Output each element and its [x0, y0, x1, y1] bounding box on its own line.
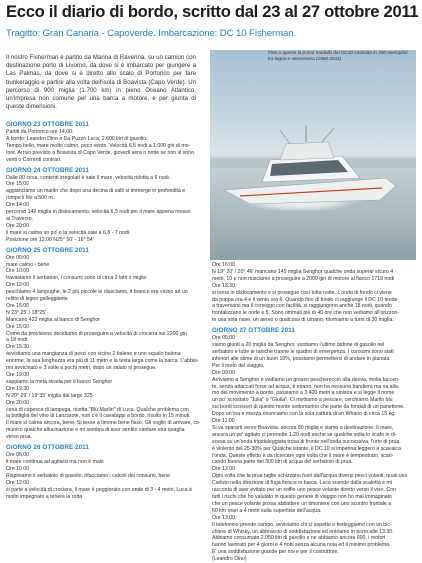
log-line: Ore 09:00: [212, 369, 236, 376]
log-line: Si va spararti verso Boavista, ancora 80 miglia e siamo a destinazione. Il mare,: [212, 424, 394, 431]
log-line: mare calmo - bene: [6, 261, 50, 268]
log-line: E' una soddisfazione grande per noi e per il costruttore.: [212, 549, 340, 556]
log-line: Ore 19:00: [6, 372, 30, 378]
log-line: cena di capesce di lampuga, ricetta "Blu Marlin" di Luca. Qualche problema con: [6, 406, 189, 413]
log-line: percorso 142 miglia in disiocamento, velocità 6,5 nodi per il mare appena mosso: [6, 209, 191, 216]
log-line: Ore 15:00: [6, 323, 30, 330]
log-line: Abbiamo consumato 2.050 litri di gasolio e ne abbiamo ancora 600, i motori: [212, 535, 386, 542]
log-line: inferiori alle stime di un buon 10%, possiamo permetterci di andare in planata: [212, 355, 390, 362]
log-line: peschiamo 4 lampughe, le 2 più piccole le rilasciamo, il branco era vicino ad un: [6, 289, 188, 296]
log-line: mo avvicinato e 3 volte a pochi metri, dopo un saluto si prosegue.: [6, 365, 157, 372]
log-line: Ore 05:00: [212, 335, 236, 342]
log-line: Ore 15:30: [6, 344, 30, 351]
photo-caption: Fino a questa la prima modello del DC10 costruito in 250 esemplari tra legno e vetroresina (1966-2011): [268, 50, 408, 61]
log-line: A bordo: Leandro Dino e Da Puzzo Luca, 2.600 litri di gasolio.: [6, 135, 148, 142]
boat-photo: [210, 50, 416, 260]
log-line: Ogni volta che la prua taglie schizzano fuori dall'acqua diversi pesci volanti, qualcuno: [212, 473, 408, 480]
log-line: 60 km orari a 4 metri sulla superficie dell'acqua.: [212, 507, 322, 514]
log-line: N 19° 20' / 20° 46' mancano 145 miglia Senghor qualche onda superai sicuro 4: [212, 268, 394, 275]
log-line: il mare si calma un po' e la velocità sale a 6,8 - 7 nodi.: [6, 229, 131, 236]
log-line: Ore 11:00: [212, 418, 235, 425]
right-column: [212, 262, 416, 563]
log-line: Ore 12:00: [212, 466, 236, 473]
log-line: (Leandro Dino): [212, 556, 247, 563]
log-line: Caduto nella direzione di fuga finisce in barca. Luca scende dalla scaletta e mi: [212, 480, 392, 487]
log-line: avvistiamo una mangianza di pesci con vicino 2 balene e uno squalo balena: [6, 351, 181, 358]
log-line: tutti i rischi che ho valutato in questo genere di viaggio non ho mai immaginato: [212, 494, 392, 500]
log-line: Ore 00:00: [6, 254, 30, 261]
log-line: cando buona parte dei 300 litri di acqua del serbatoio di prua.: [212, 459, 353, 466]
log-line: Come da previsione decidiamo di proseguire a velocità di crociera sui 2200 giri: [6, 330, 187, 337]
day-heading: GIORNO 26 OTTOBRE 2011: [6, 444, 89, 452]
day-heading: GIORNO 27 OTTOBRE 2011: [212, 327, 295, 335]
log-line: Ore 20:00: [6, 399, 30, 406]
log-line: Ore 15:00: [6, 302, 30, 309]
log-line: enorme, la sua lunghezza era più di 11 metri e la testa larga come la barca. L'abbia-: [6, 358, 199, 365]
log-line: Ore 19:30: [6, 385, 30, 392]
log-line: Ore 10:00: [6, 268, 30, 275]
log-line: molto impegnato a tenere la rotta: [6, 493, 83, 500]
log-line: hanno lavorato per 4 giorni e 4 notti senza alcuna noia ed il minimo problema.: [212, 542, 391, 549]
log-line: Ore 18:30: [212, 282, 236, 289]
log-line: N 23° 25' / 18°25': [6, 309, 47, 316]
log-line: Posizione ore 12:00 N25° 50' - 16° 54': [6, 236, 94, 243]
log-line: munico qualche allucinazione e mi sembra di aver sentito cantare una quaglia: [6, 427, 185, 434]
log-line: Ore 16:00: [212, 262, 236, 268]
log-line: Mancano 422 miglia al banco di Senghor: [6, 316, 101, 323]
log-line: il mare continua ad agitarsi ma non è male: [6, 458, 104, 465]
log-line: sui bordi scosceri di questo monte sottomarino che parte da fondali di un panettone.: [212, 404, 405, 411]
log-line: da poppa ora 4 e il vento ora 6. Quando fino di fondo ci raggiunge il DC 10 tende: [212, 296, 398, 303]
log-line: a 18 nodi: [6, 337, 28, 344]
log-line: frontalizzano le onde e 5. Sono otrimati più di 40 ore che non vediamo all'orizzon-: [212, 310, 399, 317]
log-line: Ore 12:00: [6, 282, 30, 289]
log-line: Il telefonino prende campo, avvisiamo chi ci aspetta e festeggiamo con un bic-: [212, 521, 392, 528]
log-line: verso prua.: [6, 434, 32, 441]
log-line: sappiamo la metà strada per il banco Senghor: [6, 378, 113, 385]
log-line: Ore 10:00: [6, 465, 30, 472]
log-line: Ore 15:00: [6, 181, 30, 188]
log-line: Ore 06:00: [6, 452, 30, 459]
day-heading: GIORNO 23 OTTOBRE 2011: [6, 121, 89, 128]
log-line: Dalle 00 circa, contenti irregolari e sale il mare, velocità ridotta a 6 nodi.: [6, 174, 171, 181]
log-line: è violento del 25-30% per Qualche istante, il DC 10 si impenna leggero e scavalca: [212, 445, 401, 452]
day-heading: GIORNO 24 OTTOBRE 2011: [6, 166, 89, 174]
subhead: Tragitto: Gran Canaria - Capoverde. Imbarcazione: DC 10 Fisherman.: [6, 28, 297, 39]
log-line: Tempo bello, mare molto calmo, poco vento. Velocità 6,5 nodi a 1.000 giri di mo-: [6, 142, 191, 149]
log-line: tore. Arrivo previsto a Boavista di Capo Verde, giovedì sera o notte se non vi sono: [6, 149, 195, 156]
log-line: N 20° 29' / 19°35' miglia dal largo 325: [6, 392, 93, 399]
log-line: la bottiglia del vino di Lanzarote, non c'è il cavatappi a bordo, risolto in 15 minuti.: [6, 413, 191, 420]
log-line: rompe il filo a 500 m.: [6, 195, 55, 202]
log-line: Dopo un'ora e mezza rinunciamo con la sola cattura di un Whaoo di circa 15 kg.: [212, 411, 396, 418]
log-line: si torna in dislocamento e si prosegue così tutta notte. L'onda di fondo ci viene: [212, 289, 392, 296]
log-line: racconta di aver evitato per un soffio uno pesce volante diretto verso il viso. Con: [212, 487, 396, 494]
day-heading: GIORNO 25 OTTOBRE 2011: [6, 246, 89, 254]
log-line: metri, 10 e non riusciamo a proseguire a 2000 giri di motore al fianco 1718 nodi: [212, 275, 395, 282]
log-line: Il mare si calma ancora, bene. Si tesse a timone bene fisso. Gli voglio di arrivare, co-: [6, 420, 201, 427]
log-line: chiere di Whisky, un abbraccio di soddisfazione ed entriamo in porto alle 13:30.: [212, 528, 394, 535]
log-line: Ore 13:00: [212, 514, 236, 521]
log-line: travasiamo il serbatoio, i consumi sono di circa 2 latri x miglio: [6, 275, 147, 282]
log-line: aggianciamo un marlin che dopo una decina di salti si immerge in profondità e: [6, 188, 186, 195]
log-line: un po' scrostato "Julia" o "Giulia". Ci mettiamo a pescare, cerchiamo Marlin blu: [212, 397, 393, 404]
log-line: a traversarsi ma il correggo con facilità, si raggiungono anche 18 nodi, quando: [212, 303, 392, 310]
headline: Ecco il diario di bordo, scritto dal 23 al 27 ottobre 2011: [6, 2, 419, 21]
log-line: serbatoio e tutte le taniche tranne le quattro di emergenza. I consumi sono stati: [212, 348, 394, 355]
log-line: Partiti da Portorico ore 14.00.: [6, 129, 74, 135]
log-line: venti o Correnti contrari.: [6, 156, 62, 163]
log-line: te una sola nave, un aereo o qualcosa di umano, ritorniamo a turni di 30 miglia.: [212, 317, 394, 324]
log-line: Rispiniamo il serbatoio di gasolio, rifacciamo i calcoli dei consumi, bene: [6, 472, 171, 479]
log-line: te, senza attaccati forse ad acqua, è strano, non ha nessuna bandiera ma va alla-: [212, 383, 400, 390]
log-line: Arriviamo a Senghor e vediamo un grosso peschereccio alla deriva, molla faccen-: [212, 376, 400, 383]
log-line: che un pesce volante possa abbattere un timoniere con uno scontro frontale a: [212, 500, 392, 507]
left-column: [6, 118, 202, 500]
intro-paragraph: Il nostro Fisherman è partito da Marina di Ravenna, su un camion con destinazione porto di Livorno, da dove si è imbarcato per giungere a Las Palmas, da dove si è diretto allo scalo di Portorico per fare bunkeraggio e partire alla volta dell'isola di Boavista (Capo Verde). Un percorso di 900 miglia (1.700 km) in pieno Oceano Atlantico, un'impresa non comune per una barca a motore, e per giunta di queste dimensioni.: [6, 54, 196, 111]
log-line: Per il resto del viaggio.: [212, 362, 265, 369]
log-line: relitto di legno galleggiante: [6, 296, 68, 303]
log-line: Ore 12:00: [6, 479, 30, 486]
log-line: si parte a velocità di crociera, il mare è peggiorato con onde di 3 - 4 metri, Luca è: [6, 486, 192, 493]
log-line: siamo giunti a 20 miglia da Senghor, vuotiamo l'ultimo bidone di gasolio nel: [212, 342, 385, 349]
log-line: mo del movimento a bordo, passiamo a 3.400 metri a sinistra e si legge il nome: [212, 390, 395, 397]
boat-illustration: [210, 120, 416, 220]
log-line: ancora un po' agitato ci permette 1.20 nodi anche se qualche volta lo scafo in di-: [212, 431, 397, 438]
log-line: scesa su un'onda tripidaleggiata trova di fronte nell'onda successiva, l'urto di prua: [212, 438, 400, 445]
log-line: Ore 20:00: [6, 222, 30, 229]
log-line: al Traverso.: [6, 215, 34, 222]
log-line: l'onda. Queste effetto è da ricercare ogni volta che il mare è tempestrato, scari-: [212, 452, 394, 459]
log-line: Ore 14:00: [6, 202, 30, 209]
